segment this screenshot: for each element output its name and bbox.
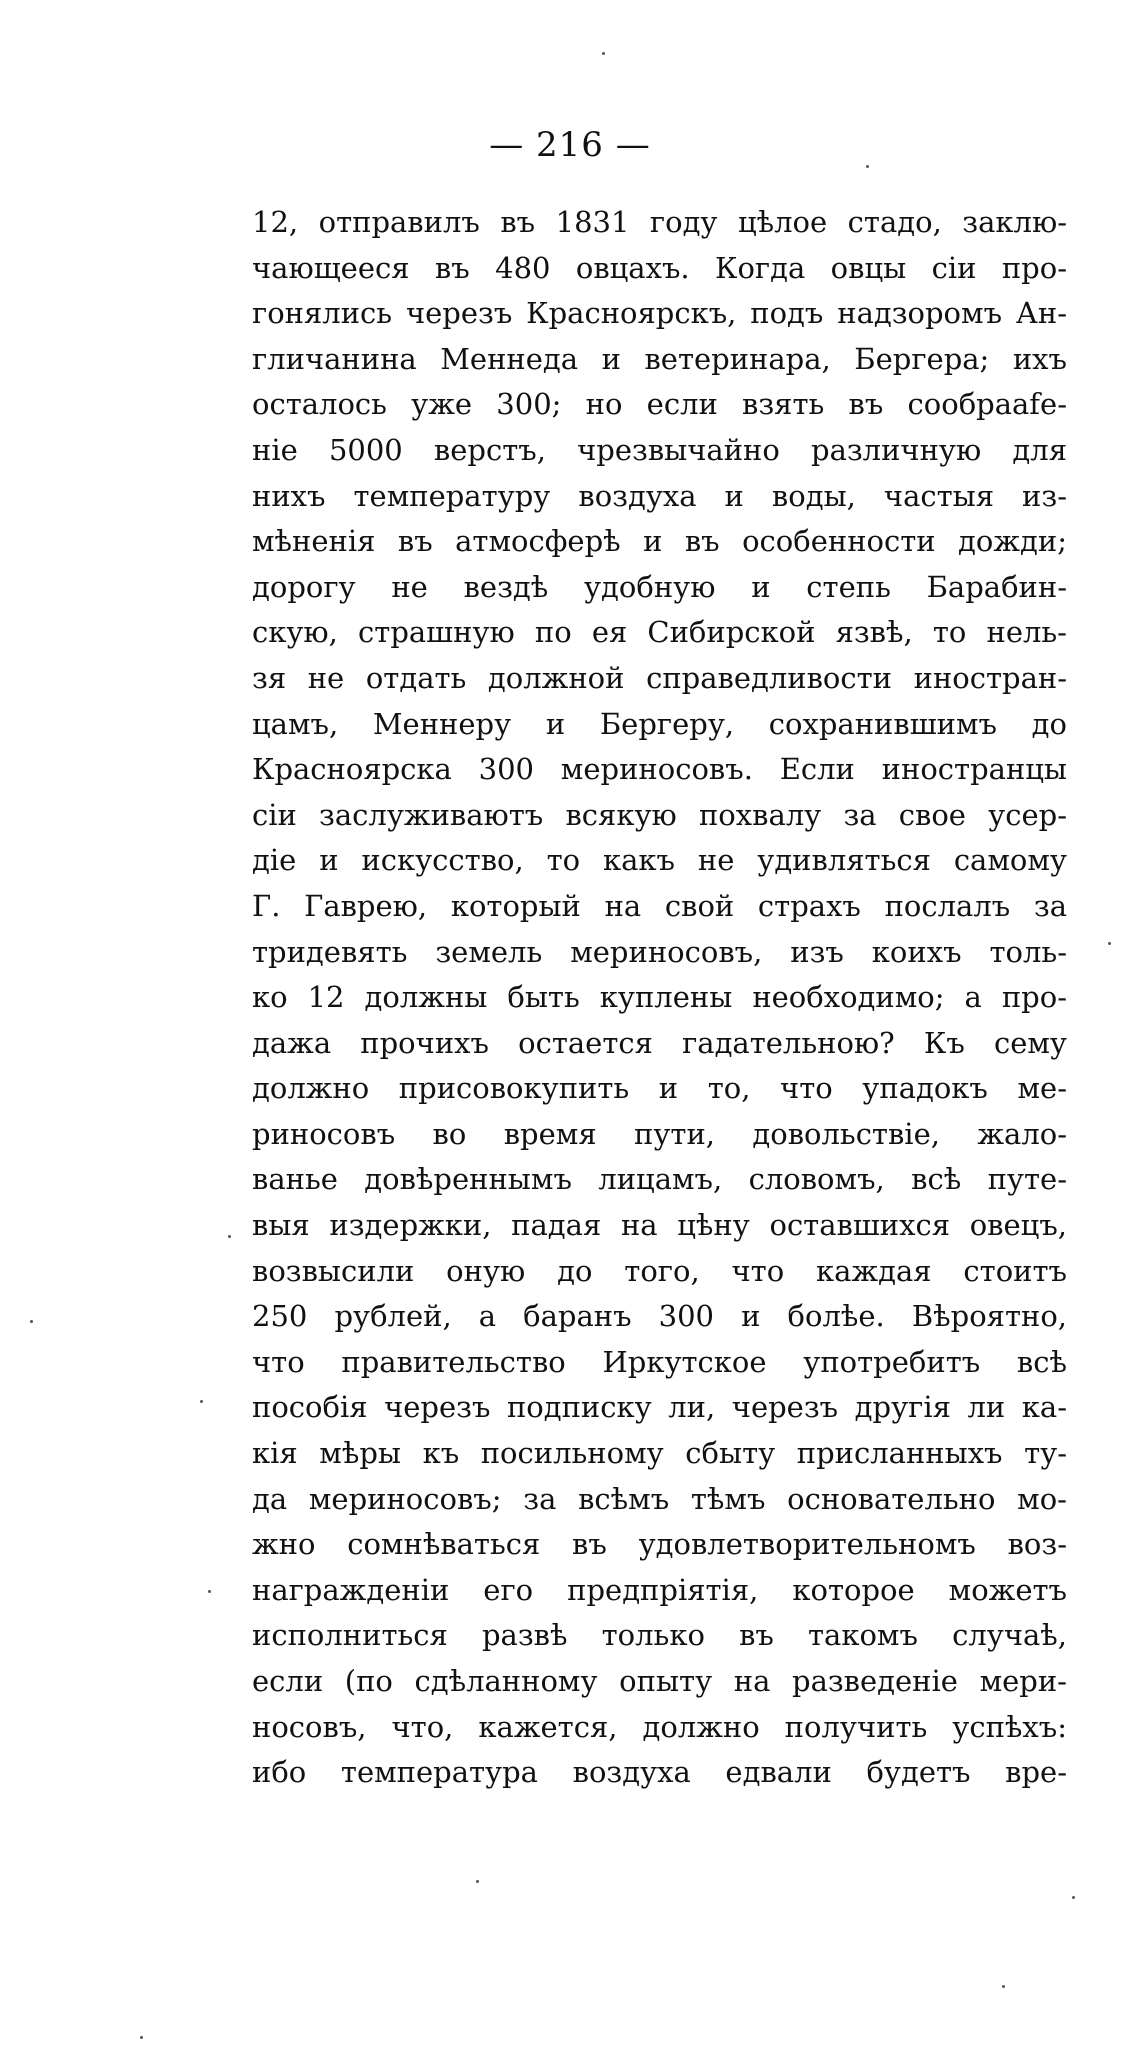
scan-speck xyxy=(208,1590,211,1593)
text-line: діе и искусство, то какъ не удивляться самому xyxy=(252,843,1067,878)
scan-speck xyxy=(1072,1896,1075,1899)
text-line: дорогу не вездѣ удобную и степь Барабин- xyxy=(252,569,1067,604)
text-line: тридевять земель мериносовъ, изъ коихъ толь- xyxy=(252,934,1067,969)
text-line: чающееся въ 480 овцахъ. Когда овцы сіи про- xyxy=(252,250,1067,285)
scan-speck xyxy=(200,1400,203,1403)
text-line: исполниться развѣ только въ такомъ случаѣ, xyxy=(252,1618,1067,1653)
text-line: нихъ температуру воздуха и воды, частыя из- xyxy=(252,478,1067,513)
scan-speck xyxy=(140,2036,143,2039)
text-line: 12, отправилъ въ 1831 году цѣлое стадо, заклю- xyxy=(252,205,1067,239)
text-line: ибо температура воздуха едвали будетъ вре- xyxy=(252,1755,1067,1790)
text-line: если (по сдѣланному опыту на разведеніе мери- xyxy=(252,1664,1067,1698)
text-line: ванье довѣреннымъ лицамъ, словомъ, всѣ путе- xyxy=(252,1162,1067,1197)
text-line: жно сомнѣваться въ удовлетворительномъ воз- xyxy=(252,1527,1067,1562)
text-line: носовъ, что, кажется, должно получить успѣхъ: xyxy=(252,1709,1067,1744)
text-line: гонялись черезъ Красноярскъ, подъ надзоромъ Ан- xyxy=(252,296,1067,331)
text-line: да мериносовъ; за всѣмъ тѣмъ основательно мо- xyxy=(252,1481,1067,1516)
text-line: награжденіи его предпріятія, которое можетъ xyxy=(252,1572,1067,1607)
text-line: Г. Гаврею, который на свой страхъ послалъ за xyxy=(252,888,1067,923)
scan-speck xyxy=(866,165,869,168)
text-line: риносовъ во время пути, довольствіе, жало- xyxy=(252,1116,1067,1151)
text-line: возвысили оную до того, что каждая стоитъ xyxy=(252,1253,1067,1288)
text-line: должно присовокупить и то, что упадокъ ме- xyxy=(252,1071,1067,1106)
text-line: дажа прочихъ остается гадательною? Къ сему xyxy=(252,1025,1067,1060)
text-line: выя издержки, падая на цѣну оставшихся овецъ, xyxy=(252,1208,1067,1243)
text-line: осталось уже 300; но если взять въ сообраafe- xyxy=(252,387,1067,422)
text-line: скую, страшную по ея Сибирской язвѣ, то нель- xyxy=(252,615,1067,650)
body-text xyxy=(252,200,1067,1796)
scan-speck xyxy=(1002,1985,1005,1988)
text-line: зя не отдать должной справедливости иностран- xyxy=(252,660,1067,695)
text-line: мѣненія въ атмосферѣ и въ особенности дожди; xyxy=(252,524,1067,559)
text-line: цамъ, Меннеру и Бергеру, сохранившимъ до xyxy=(252,706,1067,741)
text-line: ко 12 должны быть куплены необходимо; а про- xyxy=(252,980,1067,1015)
page-number: — 216 — xyxy=(489,125,651,165)
scan-speck xyxy=(602,52,605,55)
text-line: Красноярска 300 мериносовъ. Если иностранцы xyxy=(252,752,1067,787)
scan-speck xyxy=(30,1320,33,1323)
text-line: ніе 5000 верстъ, чрезвычайно различную для xyxy=(252,432,1067,467)
text-line: кія мѣры къ посильному сбыту присланныхъ ту- xyxy=(252,1436,1067,1471)
text-line: гличанина Меннеда и ветеринара, Бергера; ихъ xyxy=(252,341,1067,376)
scan-speck xyxy=(1108,942,1111,945)
scan-speck xyxy=(476,1880,479,1883)
scan-speck xyxy=(228,1235,231,1238)
text-line: сіи заслуживаютъ всякую похвалу за свое усер- xyxy=(252,797,1067,832)
text-line: что правительство Иркутское употребитъ всѣ xyxy=(252,1344,1067,1379)
text-line: пособія черезъ подписку ли, черезъ другія ли ка- xyxy=(252,1390,1067,1425)
text-line: 250 рублей, а баранъ 300 и болѣе. Вѣроятно, xyxy=(252,1299,1067,1334)
